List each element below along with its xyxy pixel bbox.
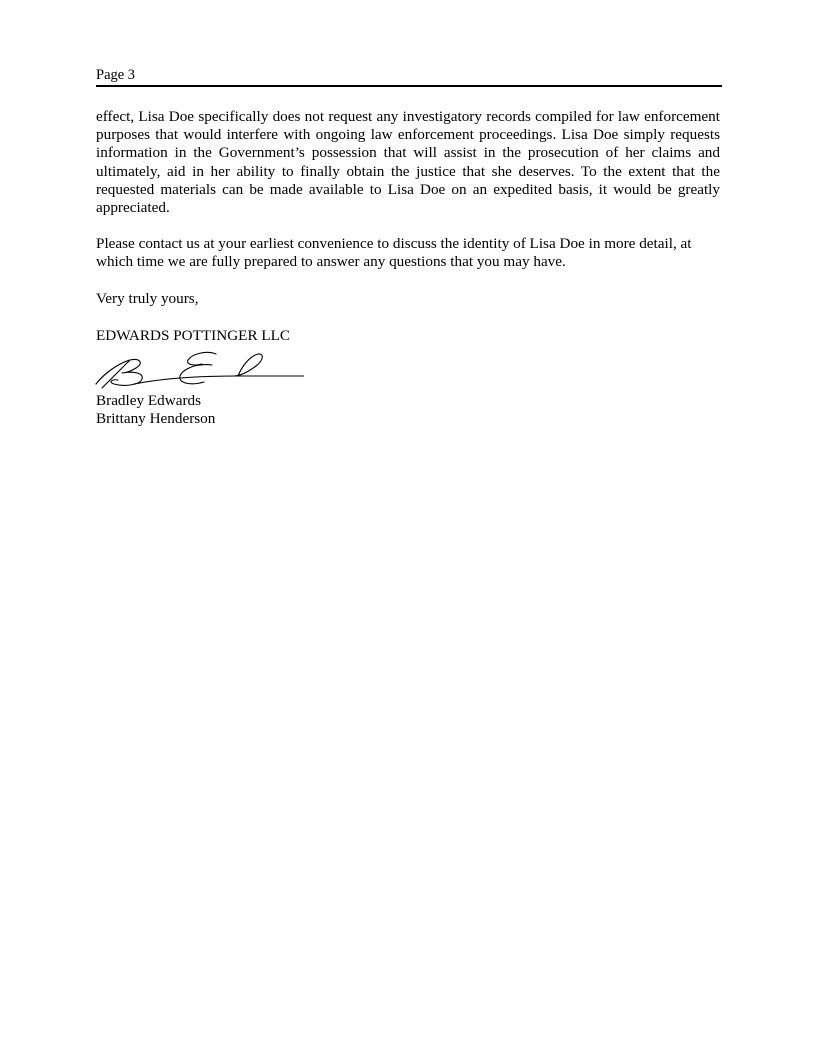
body-paragraph-2: Please contact us at your earliest convenience to discuss the identity of Lisa Doe in more detail, at which time we are fully prepared to answer any questions that you may have. <box>96 235 692 271</box>
letter-body <box>96 108 720 428</box>
closing-salutation: Very truly yours, <box>96 289 199 307</box>
body-paragraph-1: effect, Lisa Doe specifically does not request any investigatory records compiled for law enforcement purposes that would interfere with ongoing law enforcement proceedings. Lisa Doe simply requests information in the Government’s possession that will assist in the prosecution of her claims and ultimately, aid in her ability to finally obtain the justice that she deserves. To the extent that the requested materials can be made available to Lisa Doe on an expedited basis, it would be greatly appreciated. <box>96 108 720 217</box>
signer-name-2: Brittany Henderson <box>96 410 216 428</box>
signer-name-1: Bradley Edwards <box>96 392 202 410</box>
firm-name: EDWARDS POTTINGER LLC <box>96 326 291 344</box>
handwritten-signature <box>94 346 304 392</box>
page-header <box>96 66 722 87</box>
page-number-label: Page 3 <box>96 67 136 83</box>
